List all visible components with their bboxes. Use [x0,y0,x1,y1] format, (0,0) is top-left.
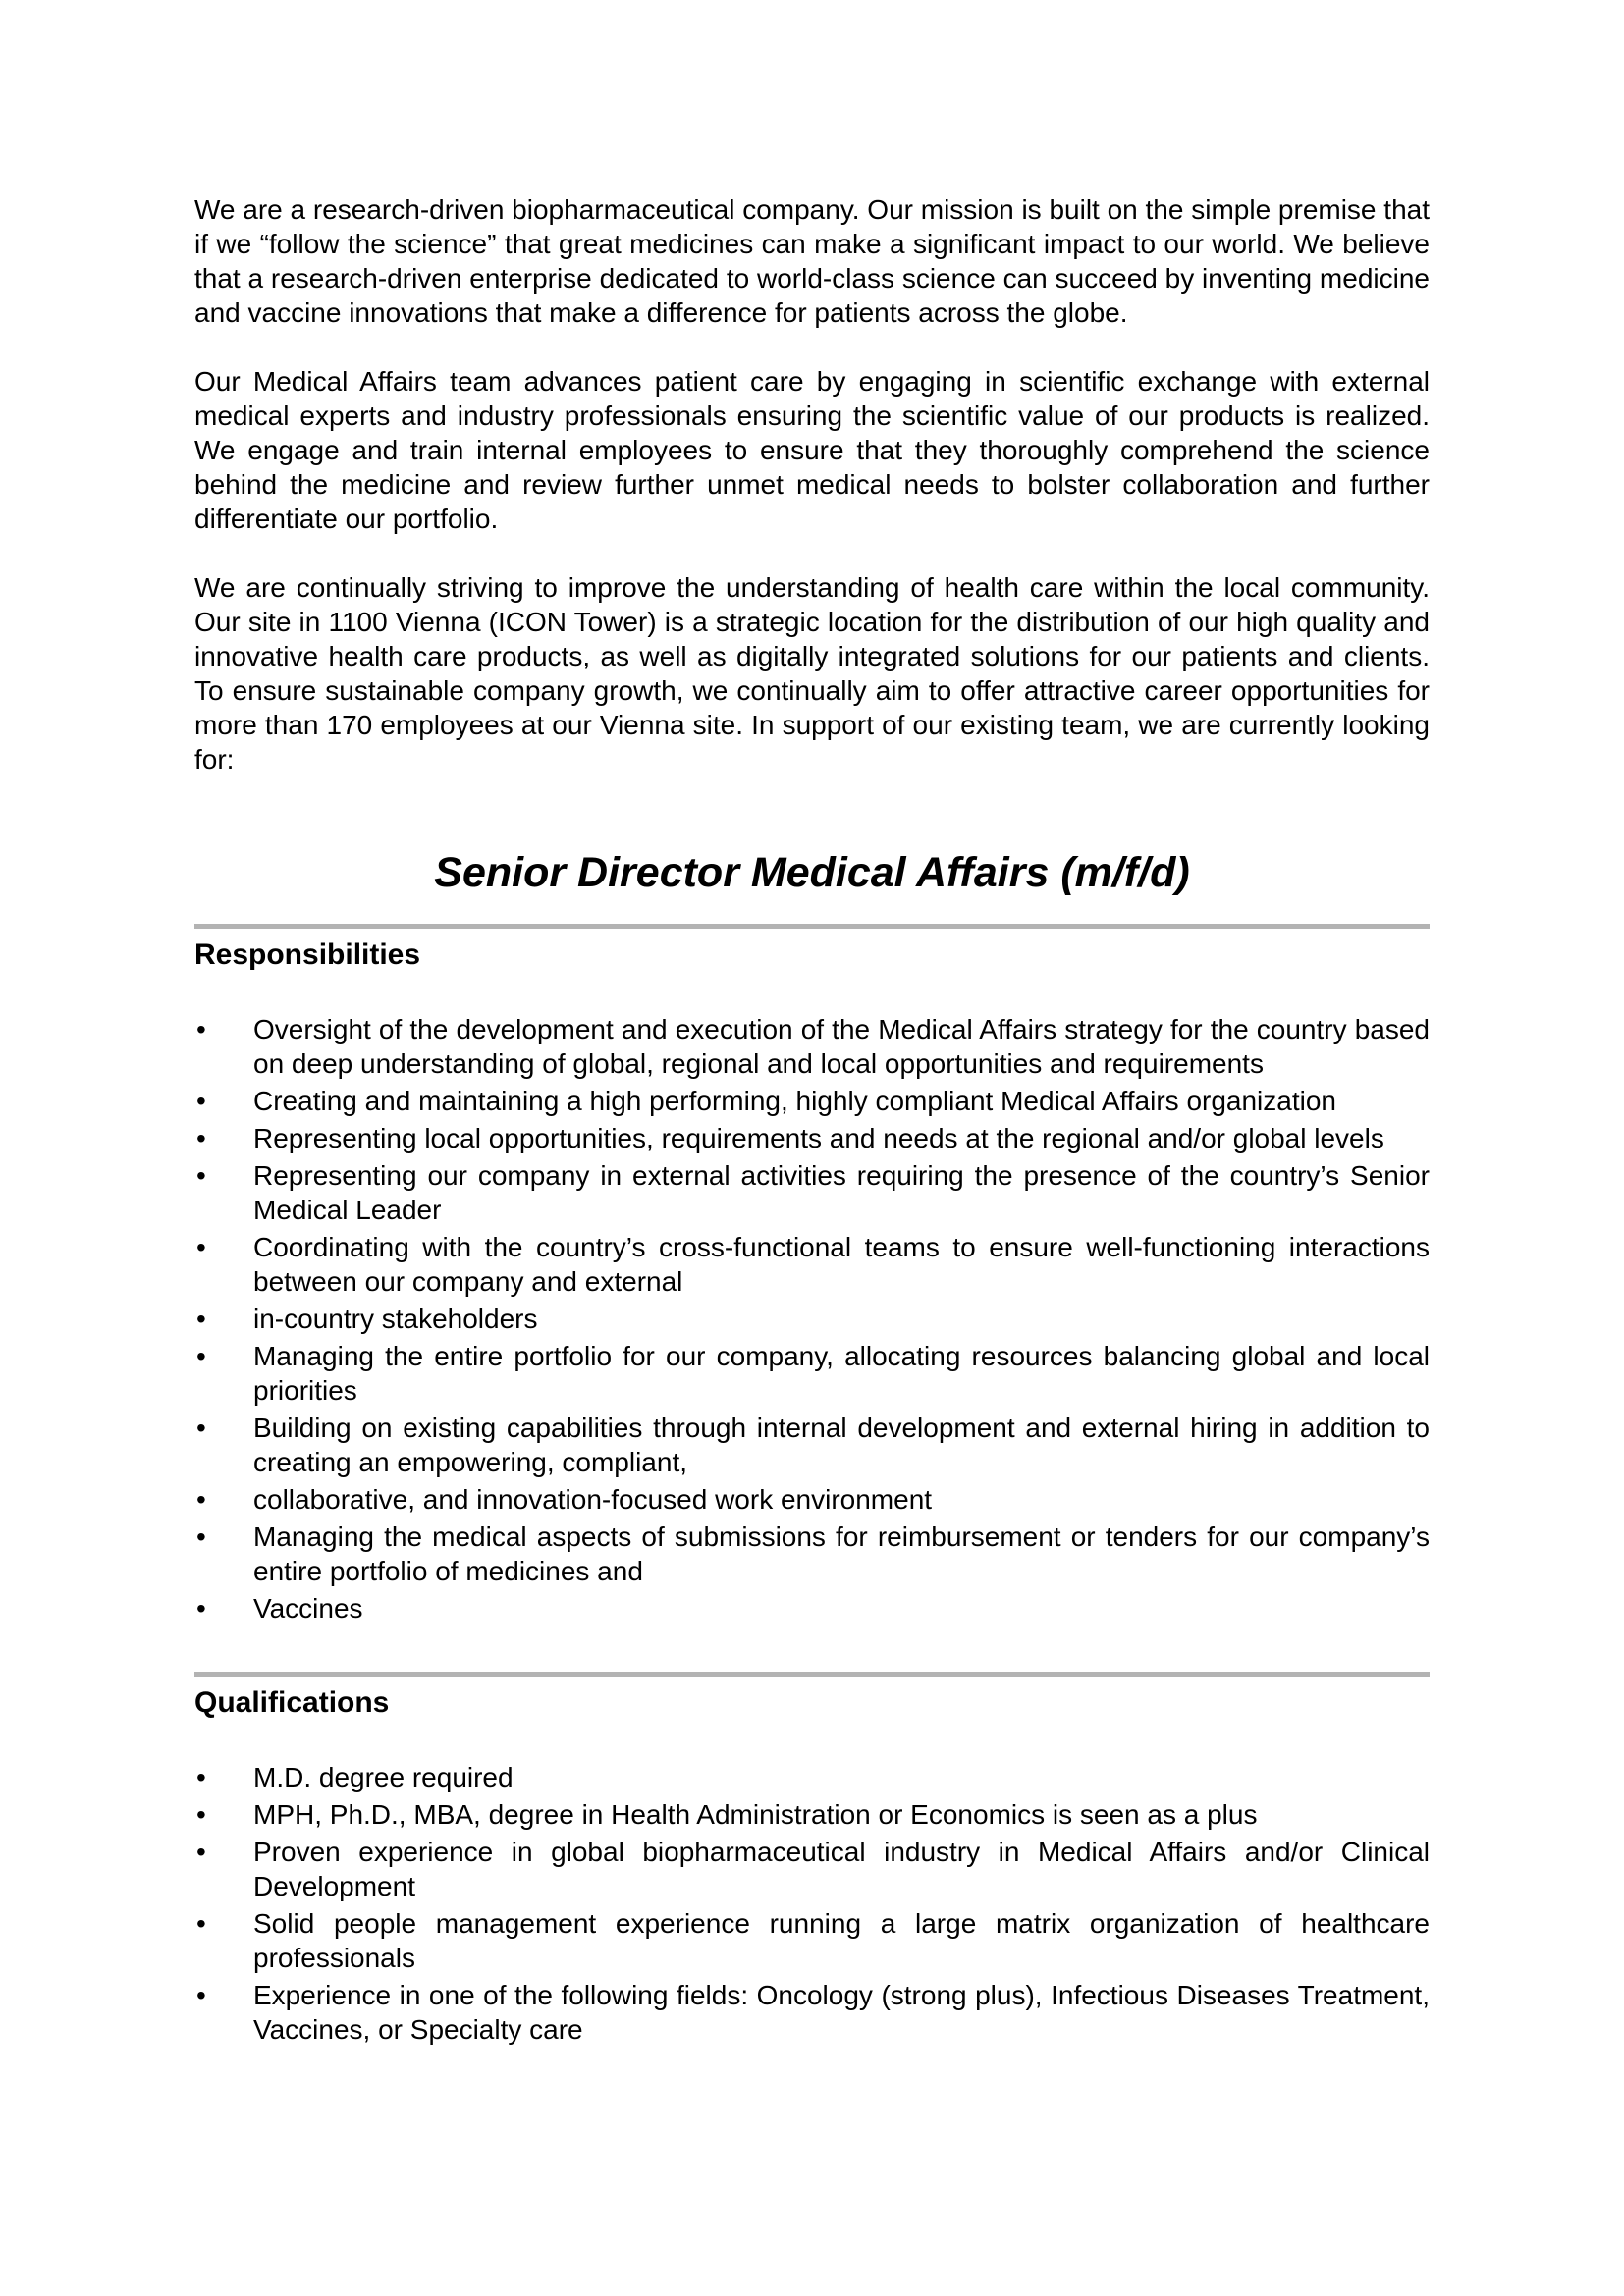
intro-paragraph-1: We are a research-driven biopharmaceutical company. Our mission is built on the simple premise that if we “follow the science” that great medicines can make a significant impact to our world. We believe that a research-driven enterprise dedicated to world-class science can succeed by inventing medicine and vaccine innovations that make a difference for patients across the globe. [194,194,1430,328]
intro-paragraph-2: Our Medical Affairs team advances patient care by engaging in scientific exchange with external medical experts and industry professionals ensuring the scientific value of our products is realized. We engage and train internal employees to ensure that they thoroughly comprehend the science behind the medicine and review further unmet medical needs to bolster collaboration and further differentiate our portfolio. [194,366,1430,534]
bullet-item: • Managing the medical aspects of submissions for reimbursement or tenders for our company’s entire portfolio of medicines and [194,1520,1430,1588]
document-page [194,0,1430,2050]
bullet-item: • Coordinating with the country’s cross-functional teams to ensure well-functioning interactions between our company and external [194,1230,1430,1299]
bullet-item: • Building on existing capabilities through internal development and external hiring in addition to creating an empowering, compliant, [194,1411,1430,1479]
bullet-item: • M.D. degree required [194,1760,1430,1794]
job-title: Senior Director Medical Affairs (m/f/d) [434,849,1190,896]
responsibilities-list [194,1012,1430,1626]
bullet-item: • collaborative, and innovation-focused work environment [194,1482,1430,1517]
bullet-item: • Solid people management experience running a large matrix organization of healthcare professionals [194,1906,1430,1975]
bullet-item: • Creating and maintaining a high performing, highly compliant Medical Affairs organization [194,1084,1430,1118]
bullet-item: • Representing our company in external activities requiring the presence of the country’s Senior Medical Leader [194,1158,1430,1227]
bullet-item: • Managing the entire portfolio for our company, allocating resources balancing global and local priorities [194,1339,1430,1408]
bullet-item: • in-country stakeholders [194,1302,1430,1336]
bullet-item: • Representing local opportunities, requirements and needs at the regional and/or global levels [194,1121,1430,1155]
section-heading-qualifications: Qualifications [194,1686,390,1719]
intro-paragraph-3: We are continually striving to improve the understanding of health care within the local community. Our site in 1100 Vienna (ICON Tower) is a strategic location for the distribution of our high quality and innovative health care products, as well as digitally integrated solutions for our patients and clients. To ensure sustainable company growth, we continually aim to offer attractive career opportunities for more than 170 employees at our Vienna site. In support of our existing team, we are currently looking for: [194,572,1430,774]
bullet-item: • MPH, Ph.D., MBA, degree in Health Administration or Economics is seen as a plus [194,1797,1430,1832]
qualifications-list [194,1760,1430,2047]
bullet-item: • Proven experience in global biopharmaceutical industry in Medical Affairs and/or Clinical Development [194,1835,1430,1903]
section-divider-middle [194,1672,1430,1677]
section-divider-top [194,924,1430,929]
bullet-item: • Experience in one of the following fields: Oncology (strong plus), Infectious Diseases Treatment, Vaccines, or Specialty care [194,1978,1430,2047]
bullet-item: • Vaccines [194,1591,1430,1626]
bullet-item: • Oversight of the development and execution of the Medical Affairs strategy for the country based on deep understanding of global, regional and local opportunities and requirements [194,1012,1430,1081]
section-heading-responsibilities: Responsibilities [194,938,421,971]
